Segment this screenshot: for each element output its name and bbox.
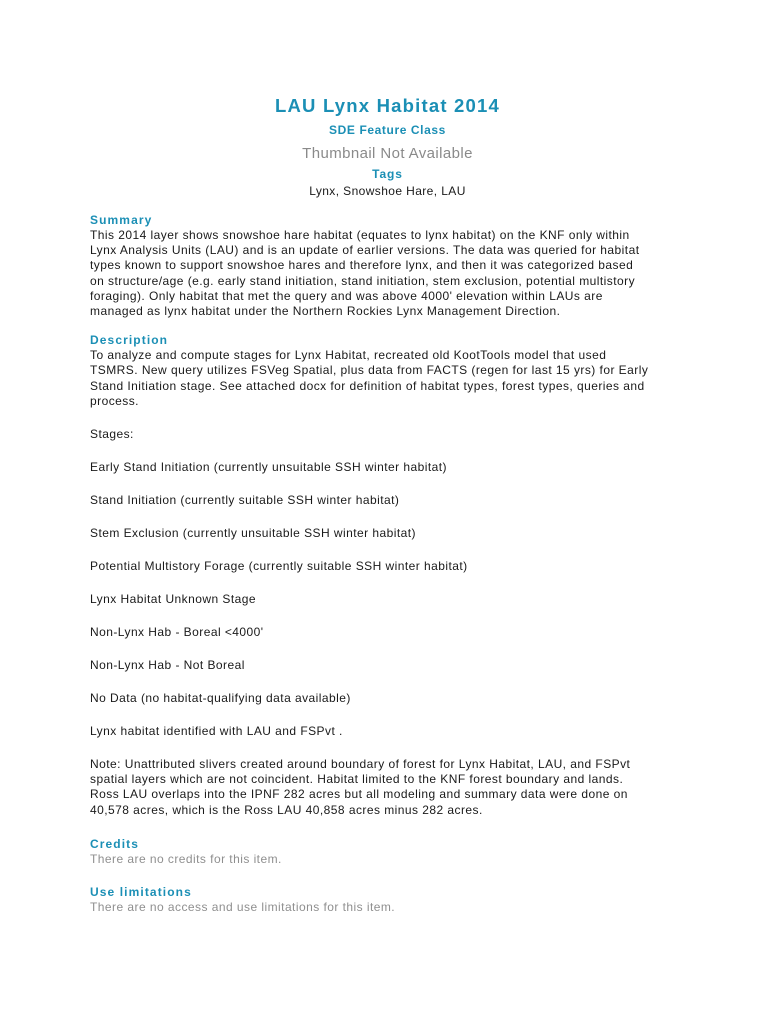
description-line: Stand Initiation stage. See attached docx for definition of habitat types, forest types, queries and	[90, 378, 645, 393]
description-line: process.	[90, 393, 139, 408]
summary-heading: Summary	[90, 213, 153, 227]
stage-item: Stem Exclusion (currently unsuitable SSH winter habitat)	[90, 526, 416, 541]
tags-value: Lynx, Snowshoe Hare, LAU	[309, 184, 466, 198]
stage-item: Stand Initiation (currently suitable SSH winter habitat)	[90, 493, 400, 508]
note-line: 40,578 acres, which is the Ross LAU 40,858 acres minus 282 acres.	[90, 802, 483, 817]
credits-heading: Credits	[90, 836, 140, 851]
credits-section	[90, 837, 685, 867]
stage-item: Non-Lynx Hab - Not Boreal	[90, 658, 245, 673]
summary-section	[90, 213, 685, 319]
credits-text: There are no credits for this item.	[90, 851, 282, 866]
stage-item: Early Stand Initiation (currently unsuitable SSH winter habitat)	[90, 460, 447, 475]
use-limitations-text: There are no access and use limitations for this item.	[90, 900, 396, 915]
summary-line: types known to support snowshoe hares and therefore lynx, and then it was categorized based	[90, 258, 634, 273]
metadata-document	[90, 94, 685, 915]
description-line: TSMRS. New query utilizes FSVeg Spatial, plus data from FACTS (regen for last 15 yrs) for Early	[90, 363, 649, 378]
summary-line: Lynx Analysis Units (LAU) and is an update of earlier versions. The data was queried for habitat	[90, 243, 640, 258]
stages-label: Stages:	[90, 427, 134, 442]
summary-line: foraging). Only habitat that met the query and was above 4000' elevation within LAUs are	[90, 288, 603, 303]
stage-item: Lynx Habitat Unknown Stage	[90, 592, 257, 607]
thumbnail-placeholder: Thumbnail Not Available	[302, 145, 473, 162]
stage-item: Potential Multistory Forage (currently suitable SSH winter habitat)	[90, 559, 468, 574]
stage-item: Non-Lynx Hab - Boreal <4000'	[90, 625, 264, 640]
document-header	[90, 94, 685, 199]
use-limitations-section	[90, 885, 685, 915]
note-line: spatial layers which are not coincident. Habitat limited to the KNF forest boundary and lands.	[90, 772, 624, 787]
tags-heading: Tags	[372, 167, 403, 181]
stage-item: No Data (no habitat-qualifying data available)	[90, 691, 351, 706]
stage-item: Lynx habitat identified with LAU and FSPvt .	[90, 724, 343, 739]
stage-list	[90, 460, 685, 739]
use-limitations-heading: Use limitations	[90, 885, 192, 900]
description-line: To analyze and compute stages for Lynx Habitat, recreated old KootTools model that used	[90, 348, 607, 363]
document-title: LAU Lynx Habitat 2014	[275, 95, 500, 116]
note-line: Note: Unattributed slivers created around boundary of forest for Lynx Habitat, LAU, and FSPvt	[90, 757, 631, 772]
description-heading: Description	[90, 333, 169, 348]
summary-line: managed as lynx habitat under the Northern Rockies Lynx Management Direction.	[90, 304, 561, 319]
item-type: SDE Feature Class	[329, 123, 446, 137]
note-line: Ross LAU overlaps into the IPNF 282 acres but all modeling and summary data were done on	[90, 787, 628, 802]
summary-line: on structure/age (e.g. early stand initiation, stand initiation, stem exclusion, potential multistory	[90, 273, 636, 288]
boundary-note	[90, 757, 685, 818]
description-section	[90, 333, 685, 818]
summary-line: This 2014 layer shows snowshoe hare habitat (equates to lynx habitat) on the KNF only within	[90, 228, 630, 242]
